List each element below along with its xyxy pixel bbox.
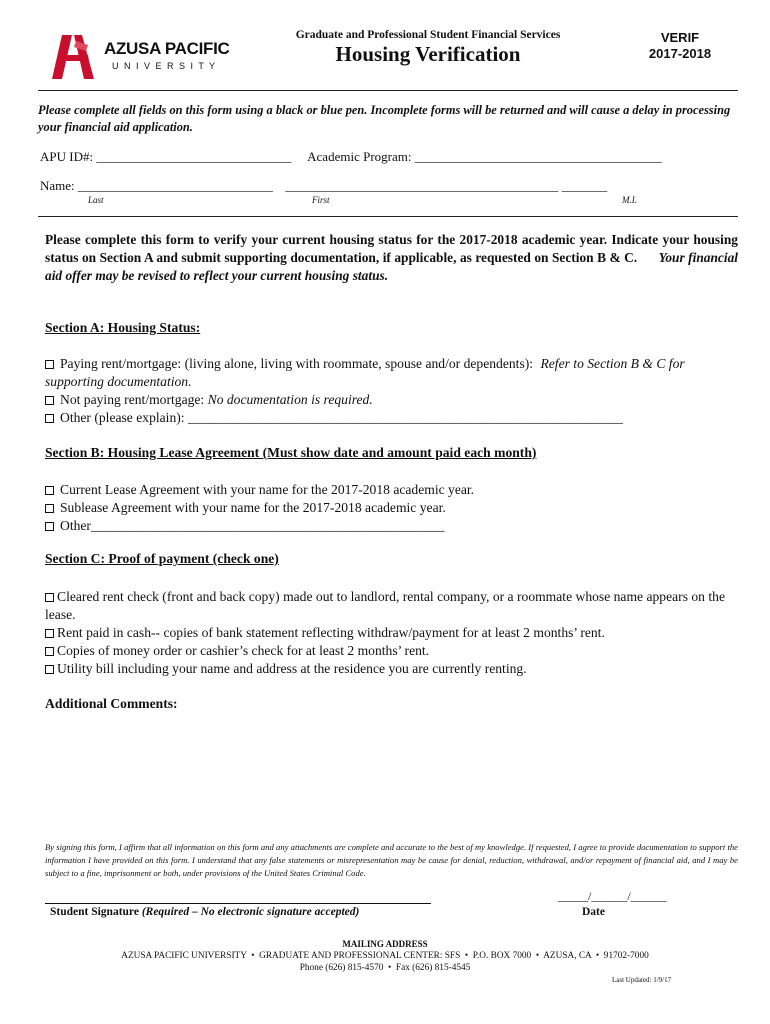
signature-line[interactable] xyxy=(45,903,431,904)
section-a-option-paying xyxy=(45,355,740,391)
other-housing-field[interactable]: ________________________________________________________________ xyxy=(187,410,623,425)
paying-rent-note: Refer to Section B & C for supporting documentation. xyxy=(45,356,685,389)
other-lease-checkbox[interactable] xyxy=(45,522,54,531)
last-name-caption: Last xyxy=(88,195,104,205)
sublease-agreement-label: Sublease Agreement with your name for the 2017-2018 academic year. xyxy=(60,500,446,515)
section-a-options xyxy=(45,355,740,427)
form-code: VERIF xyxy=(660,30,700,45)
academic-program-field[interactable]: ______________________________________ xyxy=(414,149,662,164)
money-order-label: Copies of money order or cashier’s check for at least 2 months’ rent. xyxy=(57,643,430,658)
section-c-option-check xyxy=(45,588,725,624)
name-label: Name: xyxy=(40,178,75,193)
other-housing-checkbox[interactable] xyxy=(45,414,54,423)
form-year: 2017-2018 xyxy=(648,46,712,61)
lease-agreement-label: Current Lease Agreement with your name for the 2017-2018 academic year. xyxy=(60,482,475,497)
additional-comments-label: Additional Comments: xyxy=(45,696,178,711)
not-paying-label: Not paying rent/mortgage: xyxy=(60,392,205,407)
section-b-option-sublease xyxy=(45,499,740,517)
sublease-agreement-checkbox[interactable] xyxy=(45,504,54,513)
apu-id-field[interactable]: ______________________________ xyxy=(96,149,292,164)
additional-comments-area[interactable] xyxy=(45,716,738,826)
name-row xyxy=(40,178,740,194)
signature-note: (Required – No electronic signature accepted) xyxy=(141,906,360,918)
mailing-address-heading: MAILING ADDRESS xyxy=(342,939,428,949)
utility-bill-label: Utility bill including your name and address at the residence you are currently renting. xyxy=(57,661,527,676)
middle-initial-caption: M.I. xyxy=(622,195,637,205)
section-c-heading: Section C: Proof of payment (check one) xyxy=(45,551,279,566)
section-c-option-money-order xyxy=(45,642,725,660)
other-housing-label: Other (please explain): xyxy=(60,410,185,425)
instructions-italic: Your financial aid offer may be revised to reflect your current housing status. xyxy=(45,250,738,283)
certification-statement: By signing this form, I affirm that all information on this form and any attachments are complete and accurate to the best of my knowledge. If requested, I agree to provide documentation to support the information I have provided on this form. I understand that any false statements or misrepresentation may be cause for denial, reduction, withdrawal, and/or repayment of financial aid, and I may be subject to a fine, imprisonment or both, under provisions of the United States Criminal Code. xyxy=(45,842,738,878)
logo-subname: U N I V E R S I T Y xyxy=(112,61,217,71)
other-lease-field[interactable]: ____________________________________________________ xyxy=(90,518,445,533)
university-logo xyxy=(48,33,248,81)
signature-label: Student Signature xyxy=(50,906,139,918)
section-b-options xyxy=(45,481,740,535)
section-a-option-not-paying xyxy=(45,391,740,409)
section-a-option-other xyxy=(45,409,740,427)
date-label: Date xyxy=(582,906,605,918)
department-name: Graduate and Professional Student Financial Services xyxy=(295,29,561,41)
logo-name: AZUSA PACIFIC xyxy=(104,39,230,58)
last-name-field[interactable]: ______________________________ xyxy=(77,178,273,193)
section-c-options xyxy=(45,588,725,678)
lease-agreement-checkbox[interactable] xyxy=(45,486,54,495)
section-b-option-lease xyxy=(45,481,740,499)
section-b-option-other xyxy=(45,517,740,535)
page-title: Housing Verification xyxy=(335,42,521,66)
mailing-address: AZUSA PACIFIC UNIVERSITY • GRADUATE AND PROFESSIONAL CENTER: SFS • P.O. BOX 7000 • AZUSA, CA • 91702-7000 xyxy=(121,951,649,961)
date-field[interactable]: _____/______/______ xyxy=(558,889,667,903)
not-paying-checkbox[interactable] xyxy=(45,396,54,405)
housing-instructions xyxy=(45,231,738,285)
fields-divider xyxy=(38,216,738,217)
not-paying-note: No documentation is required. xyxy=(207,392,373,407)
last-updated: Last Updated: 1/9/17 xyxy=(612,976,672,984)
section-c-option-utility xyxy=(45,660,725,678)
paying-rent-checkbox[interactable] xyxy=(45,360,54,369)
cleared-check-checkbox[interactable] xyxy=(45,593,54,602)
money-order-checkbox[interactable] xyxy=(45,647,54,656)
header-divider xyxy=(38,90,738,91)
apu-id-row xyxy=(40,149,740,165)
utility-bill-checkbox[interactable] xyxy=(45,665,54,674)
section-a-heading: Section A: Housing Status: xyxy=(45,320,201,335)
instructions-main: Please complete this form to verify your current housing status for the 2017-2018 academic year. Indicate your housing status on Section A and submit supporting documentation, if applicable, as requested on Section B & C. xyxy=(45,232,738,265)
paying-rent-label: Paying rent/mortgage: (living alone, living with roommate, spouse and/or dependents): xyxy=(60,356,534,371)
signature-caption xyxy=(50,906,359,918)
middle-initial-field[interactable]: _______ xyxy=(561,178,608,193)
cash-payment-label: Rent paid in cash-- copies of bank statement reflecting withdraw/payment for at least 2 months’ rent. xyxy=(57,625,605,640)
other-lease-label: Other xyxy=(60,518,91,533)
first-name-caption: First xyxy=(312,195,330,205)
contact-numbers: Phone (626) 815-4570 • Fax (626) 815-4545 xyxy=(299,963,471,973)
section-b-heading: Section B: Housing Lease Agreement (Must show date and amount paid each month) xyxy=(45,445,537,460)
cash-payment-checkbox[interactable] xyxy=(45,629,54,638)
apu-id-label: APU ID#: xyxy=(40,149,94,164)
cleared-check-label: Cleared rent check (front and back copy) made out to landlord, rental company, or a roommate whose name appears on the lease. xyxy=(45,589,725,622)
academic-program-label: Academic Program: xyxy=(307,149,412,164)
intro-instructions: Please complete all fields on this form using a black or blue pen. Incomplete forms will be returned and will cause a delay in processing your financial aid application. xyxy=(38,103,731,134)
logo-mark-icon xyxy=(48,33,100,81)
first-name-field[interactable]: __________________________________________ xyxy=(285,178,559,193)
section-c-option-cash xyxy=(45,624,725,642)
